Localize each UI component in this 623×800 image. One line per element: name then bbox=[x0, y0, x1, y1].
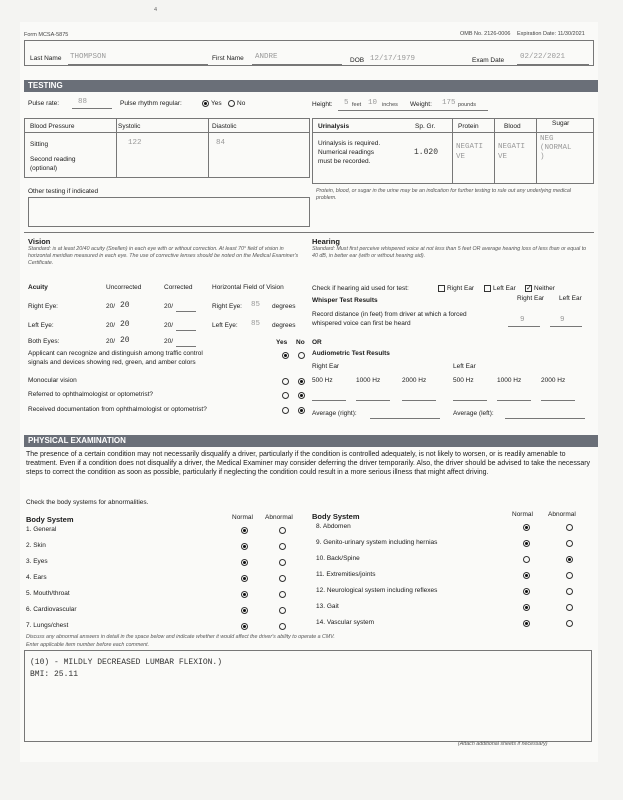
hearing-title: Hearing bbox=[312, 237, 340, 246]
body-item-1: 1. General bbox=[26, 526, 57, 533]
left-eye-corrected-field[interactable] bbox=[176, 330, 196, 331]
gait-normal-radio[interactable] bbox=[523, 604, 530, 611]
expiration-date: Expiration Date: 11/30/2021 bbox=[517, 31, 585, 37]
audio-left-500: 500 Hz bbox=[453, 377, 474, 384]
inches-label: inches bbox=[382, 102, 398, 108]
discuss-instructions-2: Enter applicable item number before each comment. bbox=[26, 642, 150, 648]
pulse-rate-label: Pulse rate: bbox=[28, 100, 60, 107]
form-label: Form MCSA-5875 bbox=[24, 32, 69, 38]
vascular-abnormal-radio[interactable] bbox=[566, 620, 573, 627]
degrees-label-left: degrees bbox=[272, 322, 296, 329]
pulse-rate-field[interactable]: 88 bbox=[78, 98, 88, 106]
body-item-3: 3. Eyes bbox=[26, 558, 48, 565]
first-name-field[interactable]: ANDRE bbox=[255, 53, 278, 61]
blood-value-2[interactable]: VE bbox=[498, 153, 508, 161]
hfov-label: Horizontal Field of Vision bbox=[212, 284, 284, 291]
color-vision-yes-radio[interactable] bbox=[282, 352, 289, 359]
rhythm-yes-radio[interactable] bbox=[202, 100, 209, 107]
left-eye-prefix: 20/ bbox=[106, 322, 116, 329]
body-item-10: 10. Back/Spine bbox=[316, 555, 360, 562]
degrees-label-right: degrees bbox=[272, 303, 296, 310]
pounds-label: pounds bbox=[458, 102, 477, 108]
bp-col-label: Blood Pressure bbox=[30, 123, 75, 130]
attach-note: (Attach additional sheets if necessary) bbox=[458, 741, 548, 747]
bp-optional-label: (optional) bbox=[30, 165, 58, 172]
audio-right-ear-label: Right Ear bbox=[312, 363, 340, 370]
aid-neither-checkbox[interactable]: ✓ bbox=[526, 285, 532, 292]
extremities-abnormal-radio[interactable] bbox=[566, 572, 573, 579]
neuro-abnormal-radio[interactable] bbox=[566, 588, 573, 595]
urinalysis-req-2: Numerical readings bbox=[318, 149, 374, 156]
both-eyes-uncorrected[interactable]: 20 bbox=[120, 336, 130, 345]
whisper-title: Whisper Test Results bbox=[312, 297, 378, 304]
exam-date-field[interactable]: 02/22/2021 bbox=[520, 53, 566, 61]
bp-second-label: Second reading bbox=[30, 156, 76, 163]
ears-abnormal-radio[interactable] bbox=[279, 575, 286, 582]
skin-abnormal-radio[interactable] bbox=[279, 543, 286, 550]
weight-field[interactable]: 175 bbox=[442, 99, 456, 107]
bp-sitting-diastolic[interactable]: 84 bbox=[216, 139, 226, 147]
audio-left-2000-field[interactable] bbox=[541, 400, 575, 401]
sugar-value-2[interactable]: (NORMAL bbox=[540, 144, 572, 152]
whisper-right-ear-header: Right Ear bbox=[517, 295, 545, 302]
spine-abnormal-radio[interactable] bbox=[566, 556, 573, 563]
other-testing-box[interactable] bbox=[28, 197, 310, 227]
abnormal-header-left: Abnormal bbox=[265, 514, 293, 521]
first-name-label: First Name bbox=[212, 55, 244, 62]
vision-q1-line1: Applicant can recognize and distinguish among traffic control bbox=[28, 350, 203, 357]
eyes-abnormal-radio[interactable] bbox=[279, 559, 286, 566]
whisper-left-value[interactable]: 9 bbox=[560, 316, 565, 324]
whisper-record-1: Record distance (in feet) from driver at which a forced bbox=[312, 311, 467, 318]
body-item-13: 13. Gait bbox=[316, 603, 339, 610]
mouth-abnormal-radio[interactable] bbox=[279, 591, 286, 598]
audio-left-ear-label: Left Ear bbox=[453, 363, 476, 370]
audio-left-2000: 2000 Hz bbox=[541, 377, 566, 384]
cardio-normal-radio[interactable] bbox=[241, 607, 248, 614]
body-item-12: 12. Neurological system including reflexes bbox=[316, 587, 438, 594]
referred-no-radio[interactable] bbox=[298, 392, 305, 399]
monocular-no-radio[interactable] bbox=[298, 378, 305, 385]
vision-q4: Received documentation from ophthalmologist or optometrist? bbox=[28, 406, 207, 413]
blood-label: Blood bbox=[504, 123, 521, 130]
check-systems-label: Check the body systems for abnormalities. bbox=[26, 499, 149, 506]
eyes-normal-radio[interactable] bbox=[241, 559, 248, 566]
cardio-abnormal-radio[interactable] bbox=[279, 607, 286, 614]
sp-gr-label: Sp. Gr. bbox=[415, 123, 436, 130]
audio-right-2000-field[interactable] bbox=[402, 400, 436, 401]
testing-header: TESTING bbox=[24, 80, 598, 92]
general-normal-radio[interactable] bbox=[241, 527, 248, 534]
protein-label: Protein bbox=[458, 123, 479, 130]
uncorrected-label: Uncorrected bbox=[106, 284, 142, 291]
vision-yes-header: Yes bbox=[276, 339, 288, 346]
both-eyes-corrected-prefix: 20/ bbox=[164, 338, 174, 345]
body-system-header-right: Body System bbox=[312, 512, 360, 521]
discuss-instructions-1: Discuss any abnormal answers in detail in the space below and indicate whether it would affect the driver's ability to operate a CMV. bbox=[26, 634, 335, 640]
right-eye-label: Right Eye: bbox=[28, 303, 58, 310]
average-right-label: Average (right): bbox=[312, 410, 357, 417]
blood-value-1[interactable]: NEGATI bbox=[498, 143, 526, 151]
aid-neither-label: Neither bbox=[534, 285, 555, 292]
lungs-normal-radio[interactable] bbox=[241, 623, 248, 630]
height-label: Height: bbox=[312, 101, 333, 108]
whisper-left-ear-header: Left Ear bbox=[559, 295, 582, 302]
neuro-normal-radio[interactable] bbox=[523, 588, 530, 595]
protein-value-1[interactable]: NEGATI bbox=[456, 143, 484, 151]
vision-q3: Referred to ophthalmologist or optometrist? bbox=[28, 391, 154, 398]
genito-normal-radio[interactable] bbox=[523, 540, 530, 547]
sp-gr-value[interactable]: 1.020 bbox=[414, 148, 439, 157]
documentation-yes-radio[interactable] bbox=[282, 407, 289, 414]
physical-intro: The presence of a certain condition may not necessarily disqualify a driver, particularly if the condition is controlled adequately, is not likely to worsen, or is readily amenable to treatment. Even if a condition does not disqualify a driver, the Medical Examiner may consider deferring the driver temporarily. Also, the driver should be advised to take the necessary steps to correct the condition as soon as possible, particularly if neglecting the condition could result in a more serious illness that might affect driving. bbox=[26, 451, 591, 476]
form-page bbox=[20, 22, 598, 762]
omb-number: OMB No. 2126-0006 bbox=[460, 31, 511, 37]
audio-right-1000-field[interactable] bbox=[356, 400, 390, 401]
urinalysis-req-1: Urinalysis is required. bbox=[318, 140, 381, 147]
left-eye-label: Left Eye: bbox=[28, 322, 54, 329]
lungs-abnormal-radio[interactable] bbox=[279, 623, 286, 630]
bp-systolic-label: Systolic bbox=[118, 123, 141, 130]
last-name-field[interactable]: THOMPSON bbox=[70, 53, 107, 61]
vision-q2: Monocular vision bbox=[28, 377, 77, 384]
bp-sitting-systolic[interactable]: 122 bbox=[128, 139, 142, 147]
right-eye-corrected-prefix: 20/ bbox=[164, 303, 174, 310]
left-eye-corrected-prefix: 20/ bbox=[164, 322, 174, 329]
monocular-yes-radio[interactable] bbox=[282, 378, 289, 385]
comment-line-1: (10) - MILDLY DECREASED LUMBAR FLEXION.) bbox=[30, 658, 223, 667]
height-feet-field[interactable]: 5 bbox=[344, 99, 349, 107]
identity-row bbox=[24, 40, 594, 66]
body-item-9: 9. Genito-urinary system including hernias bbox=[316, 539, 438, 546]
audio-right-1000: 1000 Hz bbox=[356, 377, 381, 384]
urinalysis-note: Protein, blood, or sugar in the urine may be an indication for further testing to rule out any underlying medical problem. bbox=[316, 188, 571, 201]
referred-yes-radio[interactable] bbox=[282, 392, 289, 399]
average-right-field[interactable] bbox=[370, 418, 440, 419]
whisper-record-2: whispered voice can first be heard bbox=[312, 320, 411, 327]
last-name-label: Last Name bbox=[30, 55, 62, 62]
body-item-11: 11. Extremities/joints bbox=[316, 571, 376, 578]
right-eye-prefix: 20/ bbox=[106, 303, 116, 310]
audio-left-500-field[interactable] bbox=[453, 400, 487, 401]
right-eye-fov-label: Right Eye: bbox=[212, 303, 242, 310]
left-eye-degrees[interactable]: 85 bbox=[251, 320, 261, 328]
audio-left-1000-field[interactable] bbox=[497, 400, 531, 401]
dob-field[interactable]: 12/17/1979 bbox=[370, 55, 416, 63]
audio-left-1000: 1000 Hz bbox=[497, 377, 522, 384]
right-eye-corrected-field[interactable] bbox=[176, 311, 196, 312]
rhythm-no-label: No bbox=[237, 100, 246, 107]
normal-header-right: Normal bbox=[512, 511, 533, 518]
sugar-label: Sugar bbox=[552, 120, 570, 127]
right-eye-degrees[interactable]: 85 bbox=[251, 301, 261, 309]
aid-right-ear-checkbox[interactable] bbox=[438, 285, 445, 292]
ears-normal-radio[interactable] bbox=[241, 575, 248, 582]
sugar-value-1[interactable]: NEG bbox=[540, 135, 554, 143]
top-mark: 4 bbox=[154, 7, 158, 13]
vision-q1-line2: signals and devices showing red, green, and amber colors bbox=[28, 359, 196, 366]
right-eye-uncorrected[interactable]: 20 bbox=[120, 301, 130, 310]
body-item-2: 2. Skin bbox=[26, 542, 46, 549]
height-inches-field[interactable]: 10 bbox=[368, 99, 378, 107]
body-item-7: 7. Lungs/chest bbox=[26, 622, 69, 629]
hearing-standard: Standard: Must first perceive whispered voice at not less than 5 feet OR average hearing loss of less than or equal to 40 dB, in better ear (with or without hearing aid). bbox=[312, 246, 587, 259]
mouth-normal-radio[interactable] bbox=[241, 591, 248, 598]
color-vision-no-radio[interactable] bbox=[298, 352, 305, 359]
average-left-label: Average (left): bbox=[453, 410, 494, 417]
aid-left-ear-checkbox[interactable] bbox=[484, 285, 491, 292]
audiometric-title: Audiometric Test Results bbox=[312, 350, 390, 357]
other-testing-label: Other testing if indicated bbox=[28, 188, 99, 195]
rhythm-yes-label: Yes bbox=[211, 100, 222, 107]
left-eye-uncorrected[interactable]: 20 bbox=[120, 320, 130, 329]
bp-sitting-label: Sitting bbox=[30, 141, 49, 148]
body-item-4: 4. Ears bbox=[26, 574, 47, 581]
acuity-label: Acuity bbox=[28, 284, 48, 291]
bp-diastolic-label: Diastolic bbox=[212, 123, 237, 130]
dob-label: DOB bbox=[350, 57, 365, 64]
aid-right-ear-label: Right Ear bbox=[447, 285, 475, 292]
hearing-aid-label: Check if hearing aid used for test: bbox=[312, 285, 409, 292]
audio-right-500: 500 Hz bbox=[312, 377, 333, 384]
body-system-header-left: Body System bbox=[26, 515, 74, 524]
audio-right-2000: 2000 Hz bbox=[402, 377, 427, 384]
body-item-14: 14. Vascular system bbox=[316, 619, 375, 626]
hearing-or: OR bbox=[312, 339, 322, 346]
gait-abnormal-radio[interactable] bbox=[566, 604, 573, 611]
comment-line-2: BMI: 25.11 bbox=[30, 670, 79, 679]
pulse-rhythm-label: Pulse rhythm regular: bbox=[120, 100, 182, 107]
both-eyes-prefix: 20/ bbox=[106, 338, 116, 345]
vision-no-header: No bbox=[296, 339, 305, 346]
both-eyes-corrected-field[interactable] bbox=[176, 346, 196, 347]
weight-label: Weight: bbox=[410, 101, 432, 108]
whisper-right-value[interactable]: 9 bbox=[520, 316, 525, 324]
exam-date-label: Exam Date bbox=[472, 57, 505, 64]
aid-left-ear-label: Left Ear bbox=[493, 285, 516, 292]
feet-label: feet bbox=[352, 102, 362, 108]
corrected-label: Corrected bbox=[164, 284, 193, 291]
urinalysis-label: Urinalysis bbox=[318, 123, 350, 130]
spine-normal-radio[interactable] bbox=[523, 556, 530, 563]
both-eyes-label: Both Eyes: bbox=[28, 338, 60, 345]
abdomen-normal-radio[interactable] bbox=[523, 524, 530, 531]
vision-title: Vision bbox=[28, 237, 51, 246]
extremities-normal-radio[interactable] bbox=[523, 572, 530, 579]
protein-value-2[interactable]: VE bbox=[456, 153, 466, 161]
body-item-6: 6. Cardiovascular bbox=[26, 606, 77, 613]
urinalysis-req-3: must be recorded. bbox=[318, 158, 371, 165]
physical-header: PHYSICAL EXAMINATION bbox=[24, 435, 598, 447]
documentation-no-radio[interactable] bbox=[298, 407, 305, 414]
skin-normal-radio[interactable] bbox=[241, 543, 248, 550]
rhythm-no-radio[interactable] bbox=[228, 100, 235, 107]
vascular-normal-radio[interactable] bbox=[523, 620, 530, 627]
abnormal-header-right: Abnormal bbox=[548, 511, 576, 518]
left-eye-fov-label: Left Eye: bbox=[212, 322, 238, 329]
average-left-field[interactable] bbox=[505, 418, 585, 419]
abdomen-abnormal-radio[interactable] bbox=[566, 524, 573, 531]
vision-standard: Standard: is at least 20/40 acuity (Snellen) in each eye with or without correction. At least 70° field of vision in horizontal meridian measured in each eye. The use of corrective lenses should be noted on the Medical Examiner's Certificate. bbox=[28, 246, 299, 266]
sugar-value-3[interactable]: ) bbox=[540, 153, 545, 161]
genito-abnormal-radio[interactable] bbox=[566, 540, 573, 547]
normal-header-left: Normal bbox=[232, 514, 253, 521]
audio-right-500-field[interactable] bbox=[312, 400, 346, 401]
body-item-8: 8. Abdomen bbox=[316, 523, 351, 530]
body-item-5: 5. Mouth/throat bbox=[26, 590, 70, 597]
general-abnormal-radio[interactable] bbox=[279, 527, 286, 534]
